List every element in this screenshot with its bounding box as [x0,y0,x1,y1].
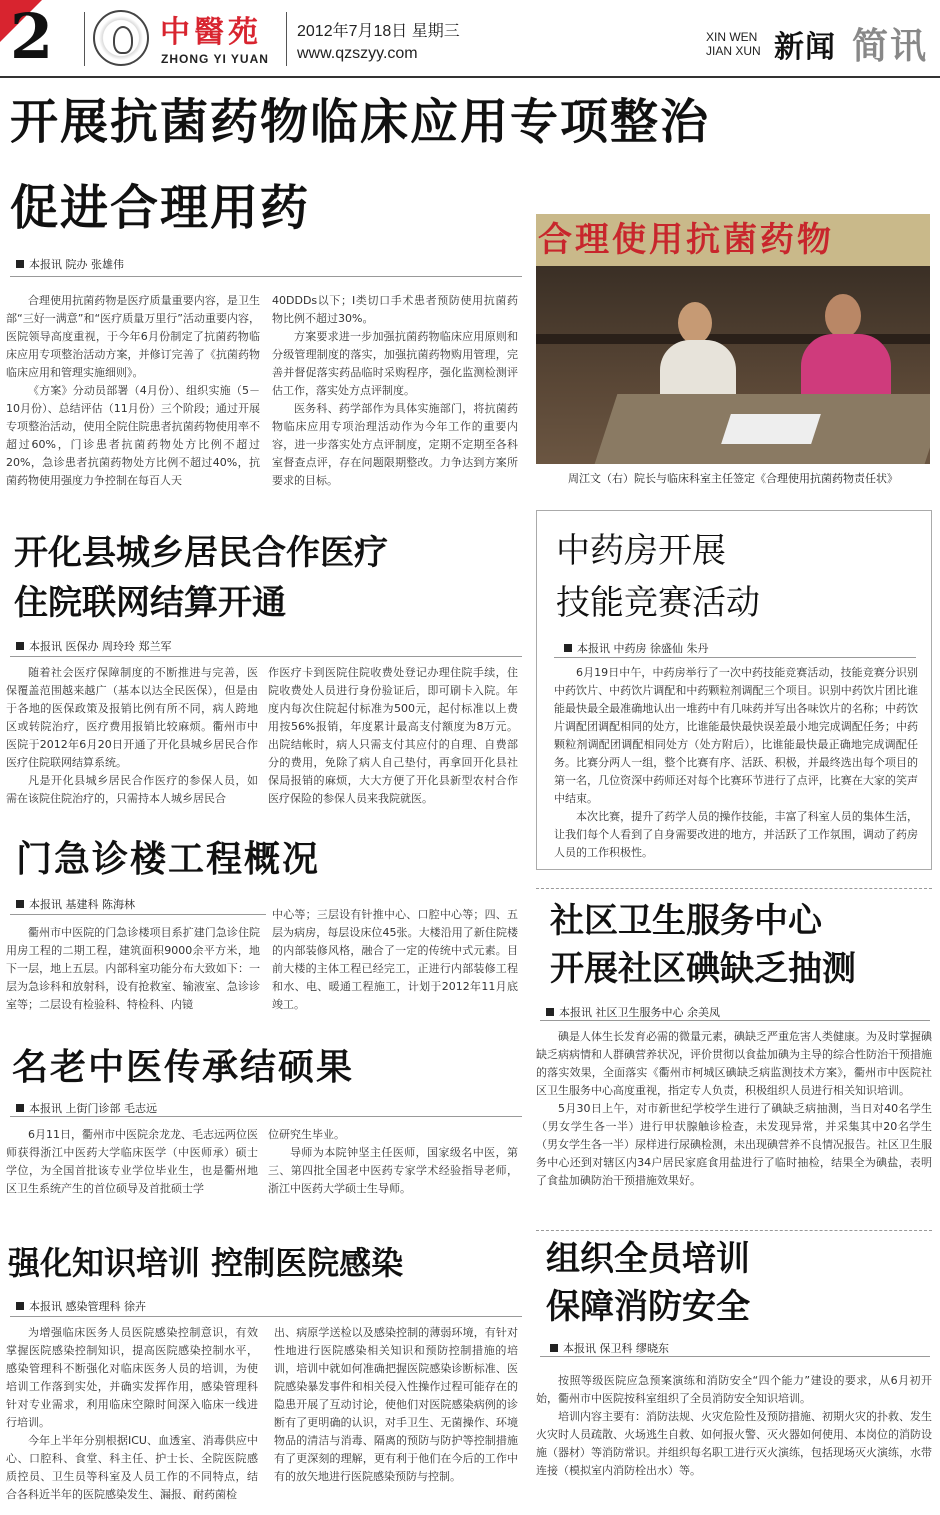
article-byline: 本报讯 院办 张雄伟 [16,256,124,272]
divider [10,656,522,657]
divider [536,888,932,889]
issue-date: 2012年7月18日 星期三 [297,23,460,40]
article-column: 为增强临床医务人员医院感染控制意识，有效掌握医院感染控制知识，提高医院感染控制水平，感染管理科不断强化对临床医务人员的培训，为使培训工作落到实处，并确实发挥作用，感染管理科针对专业需求，利用临床空隙时间深入临床一线进行培训。 今年上半年分别根据ICU、血透室、消毒供应中心、口腔科、食堂、科主任、护士长、全院医院感质控员、卫生员等科室及人员工作的不同特点，结合各科近半年的医院感染发生、漏报、耐药菌检 [6,1326,258,1501]
divider [10,914,266,915]
article-column: 40DDDs以下；I类切口手术患者预防使用抗菌药物比例不超过30%。 方案要求进一步加强抗菌药物临床应用原则和分级管理制度的落实，加强抗菌药物购用管理，完善并督促落实药品临时采购程序，强化监测检测评估工作，落实处方点评制度。 医务科、药学部作为具体实施部门，将抗菌药物临床应用专项治理活动作为今年工作的重要内容，进一步落实处方点评制度，定期不定期至各科室督查点评，存在问题限期整改。力争达到方案所要求的目标。 [272,294,518,487]
article-headline: 开展抗菌药物临床应用专项整治 [10,94,711,150]
brand-name: 中醫苑 [160,15,262,50]
article-headline: 住院联网结算开通 [14,583,286,623]
article-headline: 保障消防安全 [546,1287,750,1327]
bullet-square-icon [16,260,24,268]
divider [10,1316,522,1317]
article-column: 作医疗卡到医院住院收费处登记办理住院手续，住院收费处人员进行身份验证后，即可刷卡入院。年度内每次住院起付标准为500元，起付标准以上费用按56%报销，年度累计最高支付额度为8万元。出院结帐时，病人只需支付其应付的自理、自费部分的费用，免除了病人自己垫付，再拿回开化县社保局报销的麻烦，大大方便了开化县新型农村合作医疗保险的参保人员来我院就医。 [268,666,518,805]
article-headline: 名老中医传承结硕果 [12,1047,355,1088]
section-label-en: XIN WEN JIAN XUN [706,30,761,58]
divider [84,12,85,66]
article-headline: 开化县城乡居民合作医疗 [14,533,388,573]
bullet-square-icon [550,1344,558,1352]
website-link[interactable]: www.qzszyy.com [297,45,418,62]
bullet-square-icon [16,1104,24,1112]
bullet-square-icon [16,1302,24,1310]
article-headline: 技能竞赛活动 [556,583,760,623]
article-column: 碘是人体生长发育必需的微量元素，碘缺乏严重危害人类健康。为及时掌握碘缺乏病病情和人群碘营养状况，评价贯彻以食盐加碘为主导的综合性防治干预措施的落实效果，全面落实《衢州市柯城区碘缺乏病监测技术方案》，衢州市中医院社区卫生服务中心高度重视，指定专人负责，积极组织人员进行相关知识培训。 5月30日上午，对市新世纪学校学生进行了碘缺乏病抽测，当日对40名学生（男女学生各一半）进行甲状腺触诊检查，未发现异常，并采集其中20名学生（男女学生各一半）尿样进行尿碘检测，未出现碘营养不良情况报告。社区卫生服务中心还到对辖区内34户居民家庭食用盐进行了临时抽检，结果全为碘盐，表明了食盐加碘防治干预措施效果好。 [536,1030,932,1187]
article-headline: 门急诊楼工程概况 [16,839,321,880]
hospital-logo-icon [93,10,149,66]
article-column: 随着社会医疗保障制度的不断推进与完善，医保覆盖范围越来越广（基本以达全民医保），但是由于各地的医保政策及报销比例有所不同，病人跨地区或转院治疗，医疗费用报销比较麻烦。衢州市中医院于2012年6月20日开通了开化县城乡居民合作医疗住院联网结算系统。 凡是开化县城乡居民合作医疗的参保人员，如需在该院住院治疗的，只需持本人城乡居民合 [6,666,258,805]
divider [10,1116,522,1117]
article-column: 衢州市中医院的门急诊楼项目系扩建门急诊住院用房工程的二期工程，建筑面积9000余平方米，地下一层，地上五层。内部科室功能分布大致如下：一层为急诊科和放射科，设有抢救室、输液室、急诊诊室等；二层设有检验科、特检科、内镜 [6,926,260,1011]
article-byline: 本报讯 上街门诊部 毛志远 [16,1100,157,1116]
photo-banner: 合理使用抗菌药物 [536,214,930,266]
article-column: 合理使用抗菌药物是医疗质量重要内容，是卫生部“三好一满意”和“医疗质量万里行”活动重要内容，医院领导高度重视，于今年6月份制定了抗菌药物临床应用专项整治活动方案，并修订完善了《抗菌药物临床应用和管理实施细则》。 《方案》分动员部署（4月份）、组织实施（5－10月份）、总结评估（11月份）三个阶段；通过开展专项整治活动，使用全院住院患者抗菌药物使用率不超过60%，门诊患者抗菌药物处方比例不超过20%，急诊患者抗菌药物处方比例不超过40%，抗菌药物使用强度力争控制在每百人天 [6,294,260,487]
article-byline: 本报讯 医保办 周玲玲 郑兰军 [16,638,172,654]
article-headline: 促进合理用药 [10,180,311,236]
signing-photo [536,214,930,464]
masthead [0,0,940,78]
article-byline: 本报讯 保卫科 缪晓东 [550,1340,669,1356]
article-column: 位研究生毕业。 导师为本院钟坚主任医师，国家级名中医，第三、第四批全国老中医药专家学术经验指导老师，浙江中医药大学硕士生导师。 [268,1128,518,1195]
article-byline: 本报讯 基建科 陈海林 [16,896,135,912]
article-byline: 本报讯 社区卫生服务中心 余美凤 [546,1004,720,1020]
article-byline: 本报讯 感染管理科 徐卉 [16,1298,146,1314]
article-headline: 社区卫生服务中心 [550,901,822,941]
divider [10,276,522,277]
divider [554,657,916,658]
article-headline: 组织全员培训 [546,1239,750,1279]
page-number: 2 [10,0,54,73]
divider [540,1020,930,1021]
article-headline: 中药房开展 [556,531,726,571]
section-label-news: 新闻 [774,30,836,65]
bullet-square-icon [546,1008,554,1016]
article-column: 6月11日，衢州市中医院余龙龙、毛志远两位医师获得浙江中医药大学临床医学（中医师承）硕士学位，为全国首批该专业学位毕业生，也是衢州地区卫生系统产生的首位硕导及首批硕士学 [6,1128,258,1195]
divider [540,1356,930,1357]
bullet-square-icon [564,644,572,652]
article-column: 按照等级医院应急预案演练和消防安全“四个能力”建设的要求，从6月初开始，衢州市中医院按科室组织了全员消防安全知识培训。 培训内容主要有：消防法规、火灾危险性及预防措施、初期火灾的扑救、发生火灾时人员疏散、火场逃生自救、如何报火警、灭火器如何使用、本岗位的消防设施（器材）等消防常识。并组织每名职工进行灭火演练，包括现场灭火演练，水带连接（模拟室内消防栓出水）等。 [536,1374,932,1477]
photo-caption: 周江文（右）院长与临床科室主任签定《合理使用抗菌药物责任状》 [568,472,898,485]
article-column: 出、病原学送检以及感染控制的薄弱环境，有针对性地进行医院感染相关知识和预防控制措施的培训，培训中就如何准确把握医院感染诊断标准、医院感染暴发事件和相关侵入性操作过程可能存在的隐患开展了互动讨论，使他们对医院感染病例的诊断有了更明确的认识，对手卫生、无菌操作、环境物品的清洁与消毒、隔离的预防与防护等控制措施有了更深刻的理解，更有利于他们在今后的工作中有的放矢地进行医院感染预防与控制。 [274,1326,518,1483]
divider [286,12,287,66]
article-byline: 本报讯 中药房 徐盛仙 朱丹 [564,640,709,656]
bullet-square-icon [16,642,24,650]
divider [536,1230,932,1231]
bullet-square-icon [16,900,24,908]
brand-name-en: ZHONG YI YUAN [161,52,269,66]
article-headline: 强化知识培训 控制医院感染 [8,1244,404,1282]
article-column: 6月19日中午，中药房举行了一次中药技能竞赛活动，技能竞赛分识别中药饮片、中药饮片调配和中药颗粒剂调配三个项目。识别中药饮片团比谁能最快最全最准确地认出一堆药中有几味药并写出各味饮片的名称；中药饮片调配团调配相同的处方，比谁能最快最快误差最小地完成调配任务；中药颗粒剂调配团调配相同处方（处方附后），比谁能最快最正确地完成调配任务。比赛分两人一组，整个比赛有序、活跃、积极，并最终选出每个项目的第一名，几位资深中药师还对每个比赛环节进行了点评，比赛在大家的笑声中结束。 本次比赛，提升了药学人员的操作技能，丰富了科室人员的集体生活，让我们每个人看到了自身需要改进的地方，并活跃了工作氛围，调动了药房人员的工作积极性。 [554,666,918,859]
section-label-brief: 简讯 [852,26,929,67]
article-column: 中心等；三层设有针推中心、口腔中心等；四、五层为病房，每层设床位45张。大楼沿用了新住院楼的内部装修风格，融合了一定的传统中式元素。目前大楼的主体工程已经完工，正进行内部装修工程和水、电、暖通工程施工，计划于2012年11月底竣工。 [272,908,518,1011]
article-headline: 开展社区碘缺乏抽测 [550,949,856,989]
